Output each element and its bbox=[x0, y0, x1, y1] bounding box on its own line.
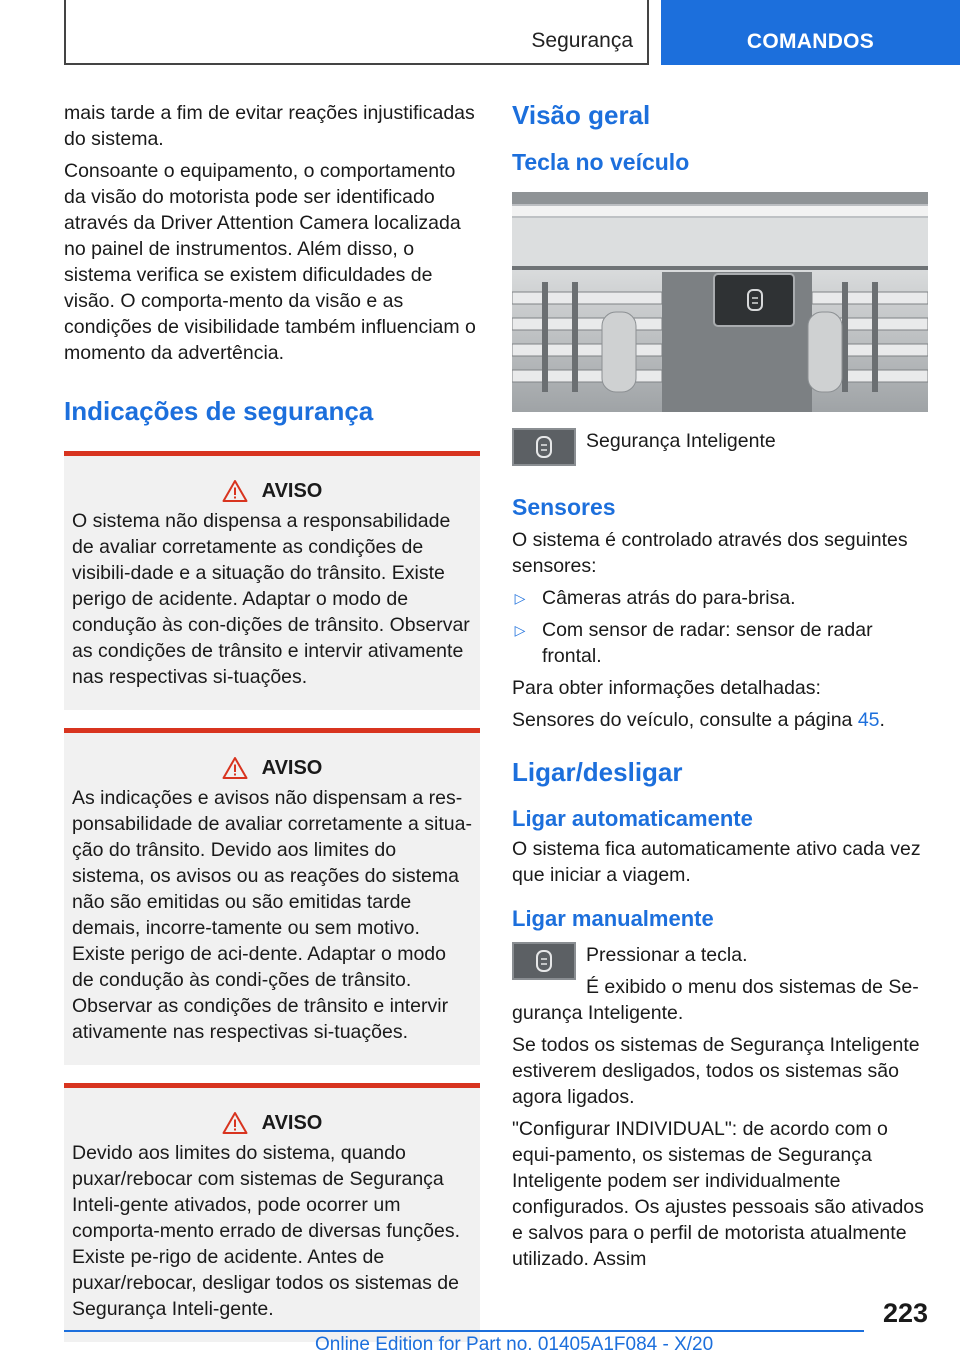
warning-triangle-icon bbox=[222, 479, 248, 503]
dashboard-button-photo bbox=[512, 192, 928, 412]
list-item bbox=[512, 617, 928, 669]
manual-step: É exibido o menu dos sistemas de Se- bbox=[586, 976, 919, 998]
warning-header bbox=[72, 755, 472, 781]
header-chapter-title: COMANDOS bbox=[746, 30, 875, 53]
warning-box bbox=[64, 1083, 480, 1342]
warning-text: O sistema não dispensa a responsabilidade de avaliar corretamente as condições de visibili-dade e a situação do trânsito. Existe perigo de acidente. Adaptar o modo de condução às con-dições de trânsito. Observar as condições de trânsito e intervir ativamente nas respectivas si-tuações. bbox=[72, 510, 470, 688]
page-link[interactable]: 45 bbox=[857, 709, 880, 731]
paragraph: mais tarde a fim de evitar reações injustificadas do sistema. bbox=[64, 102, 475, 150]
section-heading-overview: Visão geral bbox=[512, 100, 651, 130]
subheading-manual: Ligar manualmente bbox=[512, 906, 714, 931]
warning-header bbox=[72, 1110, 472, 1136]
section-heading-onoff: Ligar/desligar bbox=[512, 757, 683, 787]
key-caption-row bbox=[512, 428, 928, 466]
page-reference bbox=[512, 707, 928, 733]
subheading-auto: Ligar automaticamente bbox=[512, 806, 753, 831]
header-chapter-tab bbox=[661, 0, 960, 65]
warning-triangle-icon bbox=[222, 756, 248, 780]
bullet-triangle-icon: ▷ bbox=[514, 622, 526, 638]
warning-box bbox=[64, 728, 480, 1065]
manual-step-row bbox=[512, 942, 928, 1000]
right-column bbox=[512, 100, 928, 1278]
page-number: 223 bbox=[882, 1298, 928, 1328]
paragraph: Se todos os sistemas de Segurança Inteligente estiverem desligados, todos os sistemas são agora ligados. bbox=[512, 1034, 920, 1108]
manual-step-continued: gurança Inteligente. bbox=[512, 1002, 684, 1024]
warning-title: AVISO bbox=[261, 1111, 323, 1134]
list-item-text: Câmeras atrás do para-brisa. bbox=[542, 587, 796, 609]
bullet-triangle-icon: ▷ bbox=[514, 590, 526, 606]
paragraph: O sistema fica automaticamente ativo cada vez que iniciar a viagem. bbox=[512, 838, 921, 886]
subheading-sensors: Sensores bbox=[512, 494, 616, 520]
paragraph: "Configurar INDIVIDUAL": de acordo com o equi-pamento, os sistemas de Segurança Inteligente podem ser individualmente configurados. Os ajustes pessoais são ativados e salvos para o perfil de motorista atualmente utilizado. Assim bbox=[512, 1118, 924, 1270]
intelligent-safety-button-icon bbox=[512, 942, 576, 980]
reference-end: . bbox=[879, 709, 885, 731]
vent-panel-illustration bbox=[512, 192, 928, 412]
footer-divider bbox=[64, 1330, 864, 1332]
warning-title: AVISO bbox=[261, 756, 323, 779]
paragraph: O sistema é controlado através dos seguintes sensores: bbox=[512, 529, 908, 577]
warning-title: AVISO bbox=[261, 479, 323, 502]
subheading-key: Tecla no veículo bbox=[512, 149, 690, 175]
warning-triangle-icon bbox=[222, 1111, 248, 1135]
warning-text: Devido aos limites do sistema, quando puxar/rebocar com sistemas de Segurança Inteli-gente ativados, pode ocorrer um comporta-mento errado de diversas funções. Existe pe-rigo de acidente. Antes de puxar/rebocar, desligar todos os sistemas de Segurança Inteli-gente. bbox=[72, 1142, 461, 1320]
intelligent-safety-button-icon bbox=[512, 428, 576, 466]
warning-header bbox=[72, 478, 472, 504]
section-heading-safety: Indicações de segurança bbox=[64, 396, 374, 426]
paragraph: Para obter informações detalhadas: bbox=[512, 677, 821, 699]
header-section-title: Segurança bbox=[531, 29, 633, 52]
manual-step: Pressionar a tecla. bbox=[586, 944, 748, 966]
list-item-text: Com sensor de radar: sensor de radar frontal. bbox=[542, 619, 873, 667]
key-caption: Segurança Inteligente bbox=[586, 430, 776, 452]
footer-edition: Online Edition for Part no. 01405A1F084 - X/20 bbox=[315, 1334, 714, 1355]
warning-text: As indicações e avisos não dispensam a res-ponsabilidade de avaliar corretamente a situa-ção do trânsito. Devido aos limites do sistema, os avisos ou as reações do sistema não são emitidas ou são emitidas tarde demais, incorre-tamente ou sem motivo. Existe perigo de aci-dente. Adaptar o modo de condução às condi-ções de trânsito. Observar as condições de trânsito e intervir ativamente nas respectivas si-tuações. bbox=[72, 787, 472, 1043]
reference-text: Sensores do veículo, consulte a página bbox=[512, 709, 858, 731]
list-item bbox=[512, 585, 928, 611]
left-column bbox=[64, 100, 480, 1342]
header-section-box bbox=[64, 0, 649, 65]
paragraph: Consoante o equipamento, o comportamento da visão do motorista pode ser identificado através da Driver Attention Camera localizada no painel de instrumentos. Além disso, o sistema verifica se existem dificuldades de visão. O comporta-mento da visão e as condições de visibilidade também influenciam o momento da advertência. bbox=[64, 160, 476, 364]
warning-box bbox=[64, 451, 480, 710]
